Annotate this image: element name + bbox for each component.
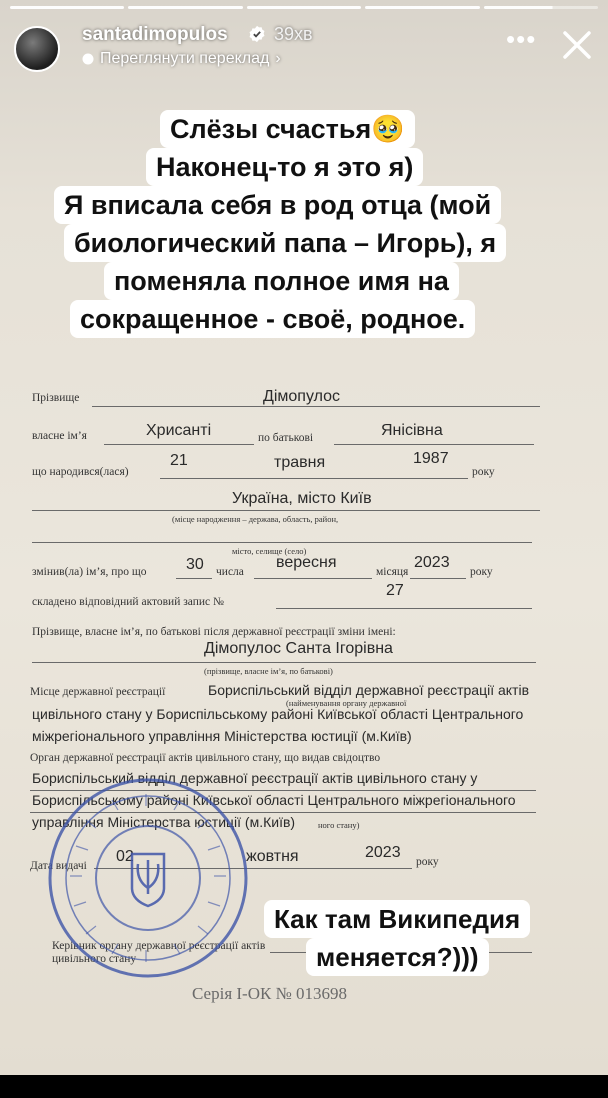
organ-hint: ного стану) [318, 820, 360, 830]
settlement-hint: місто, селище (село) [232, 546, 307, 556]
changed-day-line [176, 578, 212, 579]
changed-month: вересня [276, 554, 337, 571]
patronymic-value: Янісівна [381, 422, 443, 439]
username[interactable]: santadimopulos [82, 24, 228, 45]
month-label: місяця [376, 566, 409, 578]
post-time: 39хв [274, 24, 313, 44]
issue-year: 2023 [365, 844, 401, 861]
name-line [104, 444, 254, 445]
series-number: Серія І-ОК № 013698 [192, 984, 348, 1003]
issue-month: жовтня [246, 848, 299, 865]
story-progress-bar [10, 6, 598, 9]
caption-line: сокращенное - своё, родное. [70, 300, 475, 338]
place-line-3: міжрегіонального управління Міністерства юстиції (м.Київ) [32, 728, 412, 744]
born-day: 21 [170, 452, 188, 469]
name-value: Хрисанті [146, 422, 212, 439]
changed-year-line [410, 578, 466, 579]
organ-label: Орган державної реєстрації актів цивільного стану, що видав свідоцтво [30, 752, 381, 764]
issue-year-label: року [416, 856, 439, 868]
close-icon[interactable] [560, 28, 594, 62]
organ-line-2: Бориспільському районі Київської області Центрального міжрегіонального [32, 792, 516, 808]
birthplace-value: Україна, місто Київ [232, 490, 372, 507]
changed-day: 30 [186, 556, 204, 573]
issue-year-line [362, 868, 412, 869]
signature-hint: Керівник органу державної реєстрації актів цивільного стану [52, 940, 266, 965]
caption-line: поменяла полное имя на [104, 262, 459, 300]
after-hint: (прізвище, власне ім’я, по батькові) [204, 666, 333, 676]
bottom-bar [0, 1075, 608, 1098]
surname-line [92, 406, 540, 407]
day-label: числа [216, 566, 244, 578]
after-line [32, 662, 536, 663]
progress-segment [484, 6, 598, 9]
born-line [160, 478, 460, 479]
after-value: Дімопулос Санта Ігорівна [204, 640, 393, 657]
organ-line-1: Бориспільський відділ державної реєстрації актів цивільного стану у [32, 770, 478, 786]
question-line: меняется?))) [306, 938, 489, 976]
place-line-1: Бориспільський відділ державної реєстрації актів [208, 682, 530, 698]
progress-segment [247, 6, 361, 9]
year-line [418, 478, 468, 479]
changed-label: змінив(ла) ім’я, про що [32, 566, 147, 578]
born-month: травня [274, 454, 326, 471]
dot-icon [82, 53, 94, 65]
place-hint: (найменування органу державної [286, 698, 407, 708]
see-translation-link[interactable] [82, 50, 281, 68]
avatar[interactable] [14, 26, 60, 72]
year-label: року [472, 466, 495, 478]
record-line [276, 608, 532, 609]
official-stamp [46, 776, 250, 980]
date-label: Дата видачі [30, 860, 87, 872]
place-line-2: цивільного стану у Бориспільському районі Київської області Центрального [32, 706, 524, 722]
birthplace-line-2 [32, 542, 532, 543]
after-label: Прізвище, власне ім’я, по батькові після державної реєстрації зміни імені: [32, 626, 396, 638]
birthplace-hint: (місце народження – держава, область, район, [172, 514, 339, 524]
birthplace-line [32, 510, 540, 511]
caption-line: Я вписала себя в род отца (мой [54, 186, 501, 224]
progress-segment [128, 6, 242, 9]
name-label: власне ім’я [32, 430, 87, 442]
progress-segment [10, 6, 124, 9]
record-value: 27 [386, 582, 404, 599]
trident-icon [132, 854, 164, 906]
verified-badge-icon [248, 25, 266, 43]
issue-day: 02 [116, 848, 134, 865]
caption-line: Наконец-то я это я) [146, 148, 423, 186]
patronymic-label: по батькові [258, 432, 314, 444]
born-label: що народився(лася) [32, 466, 129, 478]
progress-segment [365, 6, 479, 9]
caption-line: Слёзы счастья🥹 [160, 110, 415, 148]
caption-line: биологический папа – Игорь), я [64, 224, 506, 262]
chevron-right-icon: › [275, 50, 281, 67]
story-header [0, 14, 608, 74]
changed-year: 2023 [414, 554, 450, 571]
changed-year-label: року [470, 566, 493, 578]
question-line: Как там Википедия [264, 900, 530, 938]
place-label: Місце державної реєстрації [30, 686, 166, 698]
changed-month-line [254, 578, 372, 579]
surname-value: Дімопулос [263, 388, 341, 405]
record-label: складено відповідний актовий запис № [32, 596, 224, 608]
organ-line-3: управління Міністерства юстиції (м.Київ) [32, 814, 296, 830]
born-year: 1987 [413, 450, 449, 467]
patronymic-line [334, 444, 534, 445]
surname-label: Прізвище [32, 392, 80, 404]
see-translation-label: Переглянути переклад [100, 50, 270, 67]
more-options-button[interactable]: ••• [506, 24, 537, 54]
